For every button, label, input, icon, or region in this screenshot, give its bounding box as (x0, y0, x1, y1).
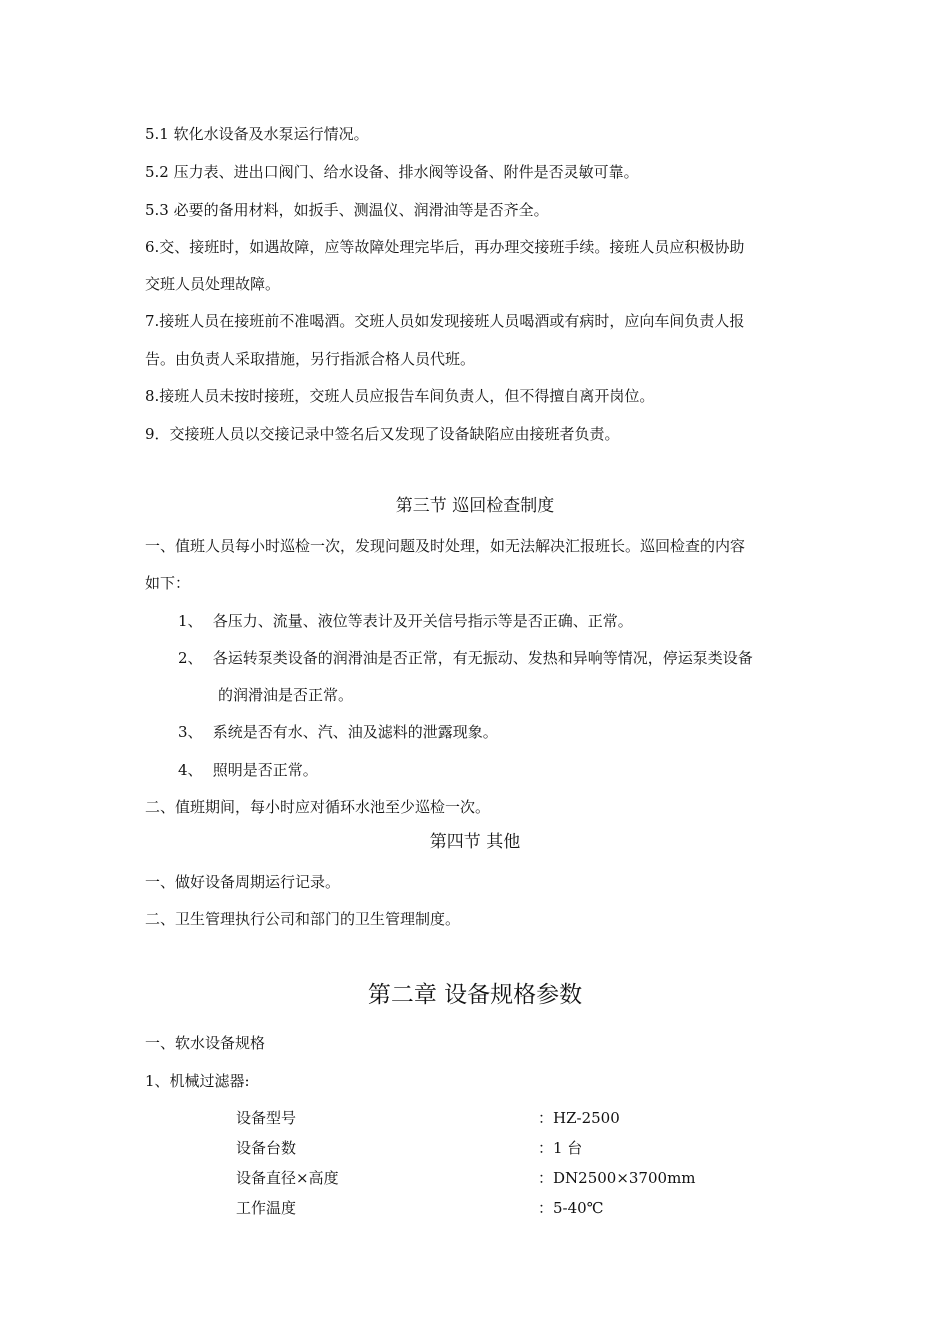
paragraph-line: 如下： (145, 574, 191, 592)
paragraph-line: 5.2 压力表、进出口阀门、给水设备、排水阀等设备、附件是否灵敏可靠。 (145, 163, 639, 181)
chapter-title: 第二章 设备规格参数 (367, 982, 583, 1008)
paragraph-line: 告。由负责人采取措施，另行指派合格人员代班。 (145, 350, 476, 368)
paragraph-line: 7.接班人员在接班前不准喝酒。交班人员如发现接班人员喝酒或有病时，应向车间负责人报 (145, 312, 745, 330)
subheading: 一、软水设备规格 (145, 1034, 266, 1052)
list-item (178, 648, 753, 668)
section-title: 第四节 其他 (429, 832, 521, 852)
list-number: 2、 (178, 649, 203, 667)
spec-label: 设备台数 (236, 1139, 297, 1157)
spec-value: ：1 台 (538, 1139, 583, 1157)
spec-label: 工作温度 (236, 1199, 297, 1217)
spec-value: ：DN2500×3700mm (538, 1169, 696, 1187)
subheading: 1、机械过滤器: (145, 1072, 250, 1090)
spec-value: ：HZ-2500 (538, 1109, 620, 1127)
list-item (178, 722, 498, 742)
paragraph-line: 5.1 软化水设备及水泵运行情况。 (145, 125, 369, 143)
list-item-continuation: 的润滑油是否正常。 (218, 686, 354, 704)
list-text: 照明是否正常。 (212, 761, 318, 779)
paragraph-line: 5.3 必要的备用材料，如扳手、测温仪、润滑油等是否齐全。 (145, 201, 549, 219)
list-item (178, 611, 633, 631)
paragraph-line: 二、值班期间，每小时应对循环水池至少巡检一次。 (145, 798, 491, 816)
list-number: 1、 (178, 612, 203, 630)
list-text: 系统是否有水、汽、油及滤料的泄露现象。 (212, 723, 498, 741)
paragraph-line: 一、做好设备周期运行记录。 (145, 873, 341, 891)
spec-label: 设备型号 (236, 1109, 297, 1127)
spec-value: ：5-40℃ (538, 1199, 604, 1217)
paragraph-line: 9．交接班人员以交接记录中签名后又发现了设备缺陷应由接班者负责。 (145, 425, 620, 443)
list-item (178, 760, 318, 780)
paragraph-line: 交班人员处理故障。 (145, 275, 281, 293)
section-title: 第三节 巡回检查制度 (395, 496, 555, 516)
paragraph-line: 8.接班人员未按时接班，交班人员应报告车间负责人，但不得擅自离开岗位。 (145, 387, 655, 405)
list-number: 3、 (178, 723, 203, 741)
list-number: 4、 (178, 761, 203, 779)
list-text: 各运转泵类设备的润滑油是否正常，有无振动、发热和异响等情况，停运泵类设备 (212, 649, 753, 667)
spec-label: 设备直径×高度 (236, 1169, 339, 1187)
paragraph-line: 一、值班人员每小时巡检一次，发现问题及时处理，如无法解决汇报班长。巡回检查的内容 (145, 537, 746, 555)
paragraph-line: 6.交、接班时，如遇故障，应等故障处理完毕后，再办理交接班手续。接班人员应积极协助 (145, 238, 745, 256)
list-text: 各压力、流量、液位等表计及开关信号指示等是否正确、正常。 (212, 612, 633, 630)
paragraph-line: 二、卫生管理执行公司和部门的卫生管理制度。 (145, 910, 461, 928)
